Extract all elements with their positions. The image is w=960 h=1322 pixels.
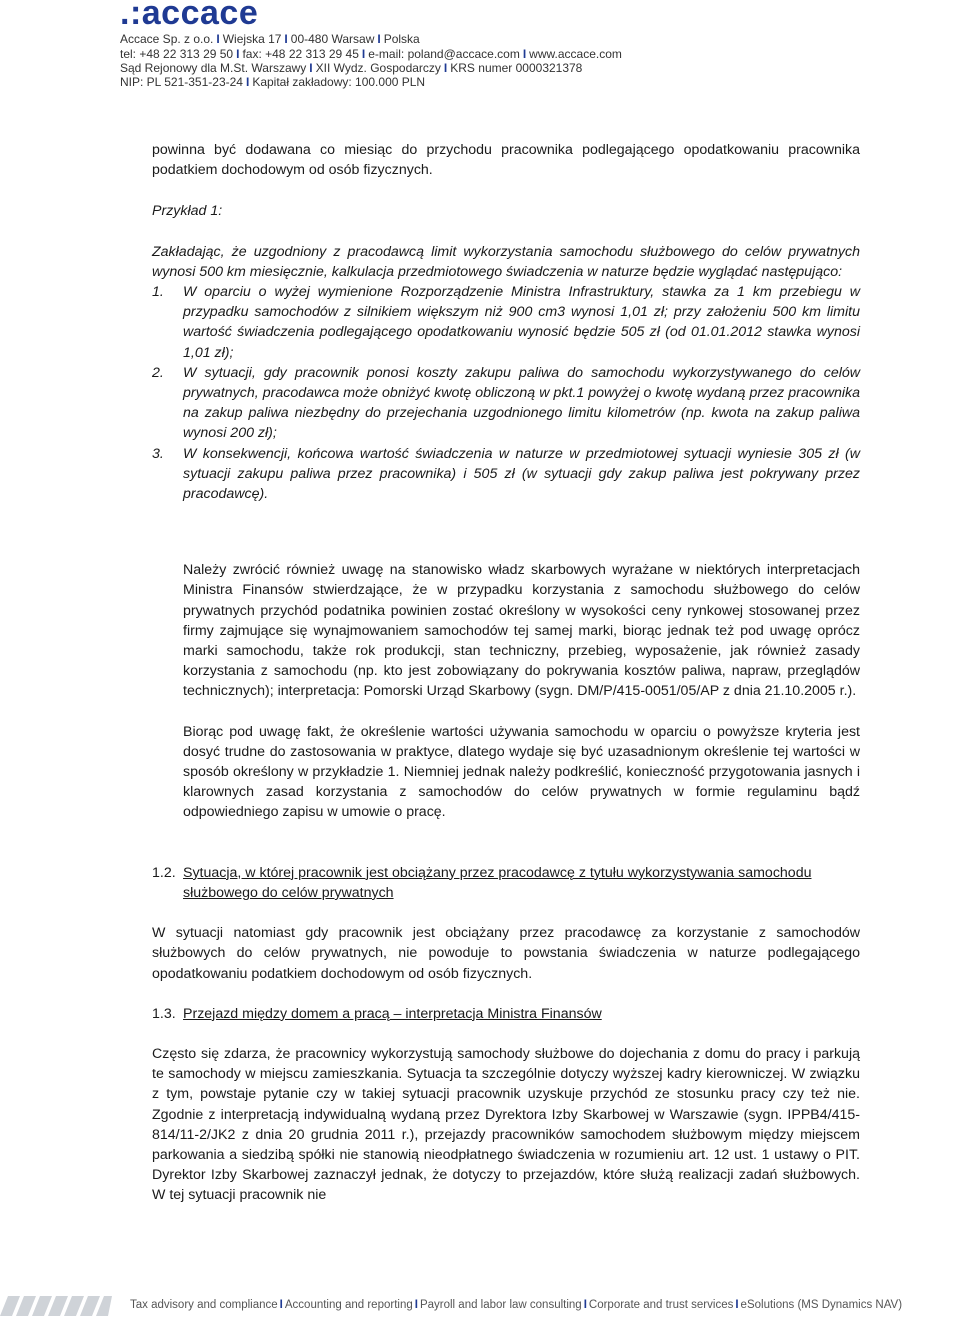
- section-heading-1-2: [152, 863, 860, 903]
- example-label: Przykład 1:: [152, 203, 223, 220]
- section-title: Sytuacja, w której pracownik jest obciążany przez pracodawcę z tytułu wykorzystywania samochodu służbowego do celów prywatnych: [183, 864, 812, 901]
- website: www.accace.com: [529, 47, 622, 61]
- list-item: [152, 444, 860, 505]
- krs-number: KRS numer 0000321378: [450, 61, 583, 75]
- postal-city: 00-480 Warsaw: [290, 32, 375, 46]
- document-body: [152, 140, 860, 1206]
- company-address-line: Accace Sp. z o.o. I Wiejska 17 I 00-480 Warsaw I Polska: [120, 32, 420, 46]
- list-number: 1.: [152, 284, 164, 301]
- list-number: 3.: [152, 445, 164, 462]
- company-name: Accace Sp. z o.o.: [120, 32, 214, 46]
- court: Sąd Rejonowy dla M.St. Warszawy: [120, 61, 307, 75]
- service-item: eSolutions (MS Dynamics NAV): [740, 1299, 903, 1311]
- email: e-mail: poland@accace.com: [368, 47, 520, 61]
- paragraph-3: Należy zwrócić również uwagę na stanowisko władz skarbowych wyrażane w niektórych interpretacjach Ministra Finansów stwierdzające, że w przypadku korzystania z samochodu służbowego do celów prywatnych przychód podatnika powinien zostać określony w wysokości ceny rynkowej stosowanej przez firmy zajmujące się wynajmowaniem samochodów tej samej marki, biorąc jednak też pod uwagę oprócz marki samochodu, także rok produkcji, stan techniczny, przebieg, wyposażenie, jak również zasady korzystania z samochodu (np. kto jest zobowiązany do pokrywania kosztów paliwa, napraw, przeglądów technicznych); interpretacja: Pomorski Urząd Skarbowy (sygn. DM/P/415-0051/05/AP z dnia 21.10.2005 r.).: [183, 562, 860, 700]
- nip: NIP: PL 521-351-23-24: [120, 75, 243, 89]
- footer-services: Tax advisory and compliance I Accounting and reporting I Payroll and labor law consulting I Corporate and trust services I eSolutions (MS Dynamics NAV): [130, 1299, 903, 1311]
- country: Polska: [383, 32, 420, 46]
- service-item: Tax advisory and compliance: [130, 1299, 278, 1311]
- example-list: [152, 282, 860, 504]
- list-item: [152, 363, 860, 444]
- paragraph-6: Często się zdarza, że pracownicy wykorzystują samochody służbowe do dojechania z domu do pracy i parkują te samochody w miejscu zamieszkania. Sytuacja ta szczególnie dotyczy wyższej kadry kierowniczej. W związku z tym, powstaje pytanie czy w takiej sytuacji pracownik uzyskuje przychód ze stosunku pracy czy też nie. Zgodnie z interpretacją indywidualną wydaną przez Dyrektora Izby Skarbowej w Warszawie (sygn. IPPB4/415-814/11-2/JK2 z dnia 20 grudnia 2011 r.), przejazdy pracowników samochodem służbowym między miejscem parkowania a siedzibą spółki nie stanowią nieodpłatnego świadczenia w rozumieniu art. 12 ust. 1 ustawy o PIT. Dyrektor Izby Skarbowej zaznaczył jednak, że dotyczy to przejazdów, które służą realizacji zadań służbowych. W tej sytuacji pracownik nie: [152, 1045, 860, 1204]
- list-text: W konsekwencji, końcowa wartość świadczenia w naturze w przedmiotowej sytuacji wyniesie 305 zł (w sytuacji zakupu paliwa przez pracownika) i 505 zł (w sytuacji gdy zakup paliwa jest pokrywany przez pracodawcę).: [183, 445, 860, 503]
- service-item: Payroll and labor law consulting: [419, 1299, 582, 1311]
- list-text: W sytuacji, gdy pracownik ponosi koszty zakupu paliwa do samochodu wykorzystywanego do celów prywatnych, pracodawca może obniżyć kwotę obliczoną w pkt.1 powyżej o kwotę wydaną przez pracownika na zakup paliwa niezbędny do przejechania uzgodnionego limitu kilometrów (np. kwota na zakup paliwa wynosi 200 zł);: [183, 364, 860, 442]
- page-footer: [0, 1292, 960, 1318]
- service-item: Corporate and trust services: [588, 1299, 734, 1311]
- paragraph-2: Zakładając, że uzgodniony z pracodawcą limit wykorzystania samochodu służbowego do celów prywatnych wynosi 500 km miesięcznie, kalkulacja przedmiotowego świadczenia w naturze będzie wyglądać następująco:: [152, 243, 860, 280]
- company-contact-line: tel: +48 22 313 29 50 I fax: +48 22 313 29 45 I e-mail: poland@accace.com I www.accace.com: [120, 47, 622, 61]
- section-title: Przejazd między domem a pracą – interpretacja Ministra Finansów: [183, 1005, 602, 1022]
- list-number: 2.: [152, 364, 164, 381]
- paragraph-4: Biorąc pod uwagę fakt, że określenie wartości używania samochodu w oparciu o powyższe kryteria jest dosyć trudne do zastosowania w praktyce, dlatego wydaje się być uzasadnionym określenie tej wartości w sposób określony w przykładzie 1. Niemniej jednak należy podkreślić, konieczność przygotowania jasnych i klarownych zasad korzystania z samochodów do celów prywatnych w formie regulaminu bądź odpowiedniego zapisu w umowie o pracę.: [183, 723, 860, 821]
- share-capital: Kapitał zakładowy: 100.000 PLN: [252, 75, 426, 89]
- accace-logo: .:accace: [120, 0, 259, 32]
- court-division: XII Wydz. Gospodarczy: [315, 61, 441, 75]
- section-number: 1.2.: [152, 864, 176, 881]
- section-number: 1.3.: [152, 1005, 176, 1022]
- paragraph-1: powinna być dodawana co miesiąc do przychodu pracownika podlegającego opodatkowaniu pracownika podatkiem dochodowym od osób fizycznych.: [152, 142, 860, 179]
- letterhead: [0, 0, 960, 92]
- phone: tel: +48 22 313 29 50: [120, 47, 234, 61]
- fax: fax: +48 22 313 29 45: [242, 47, 359, 61]
- street: Wiejska 17: [222, 32, 282, 46]
- company-registry-line: Sąd Rejonowy dla M.St. Warszawy I XII Wydz. Gospodarczy I KRS numer 0000321378: [120, 61, 583, 75]
- list-item: [152, 282, 860, 363]
- company-tax-line: NIP: PL 521-351-23-24 I Kapitał zakładowy: 100.000 PLN: [120, 75, 426, 89]
- list-text: W oparciu o wyżej wymienione Rozporządzenie Ministra Infrastruktury, stawka za 1 km przebiegu w przypadku samochodów z silnikiem większym niż 900 cm3 wynosi 1,01 zł; przy założeniu 500 km limitu wartość świadczenia podlegającego opodatkowaniu wynosić będzie 505 zł (od 01.01.2012 stawka wynosi 1,01 zł);: [183, 284, 860, 361]
- service-item: Accounting and reporting: [284, 1299, 413, 1311]
- footer-stripes-decoration: [0, 1296, 112, 1316]
- paragraph-5: W sytuacji natomiast gdy pracownik jest obciążany przez pracodawcę za korzystanie z samochodów służbowych do celów prywatnych, nie powoduje to powstania świadczenia w naturze podlegającego opodatkowaniu podatkiem dochodowym od osób fizycznych.: [152, 925, 860, 982]
- section-heading-1-3: [152, 1004, 860, 1024]
